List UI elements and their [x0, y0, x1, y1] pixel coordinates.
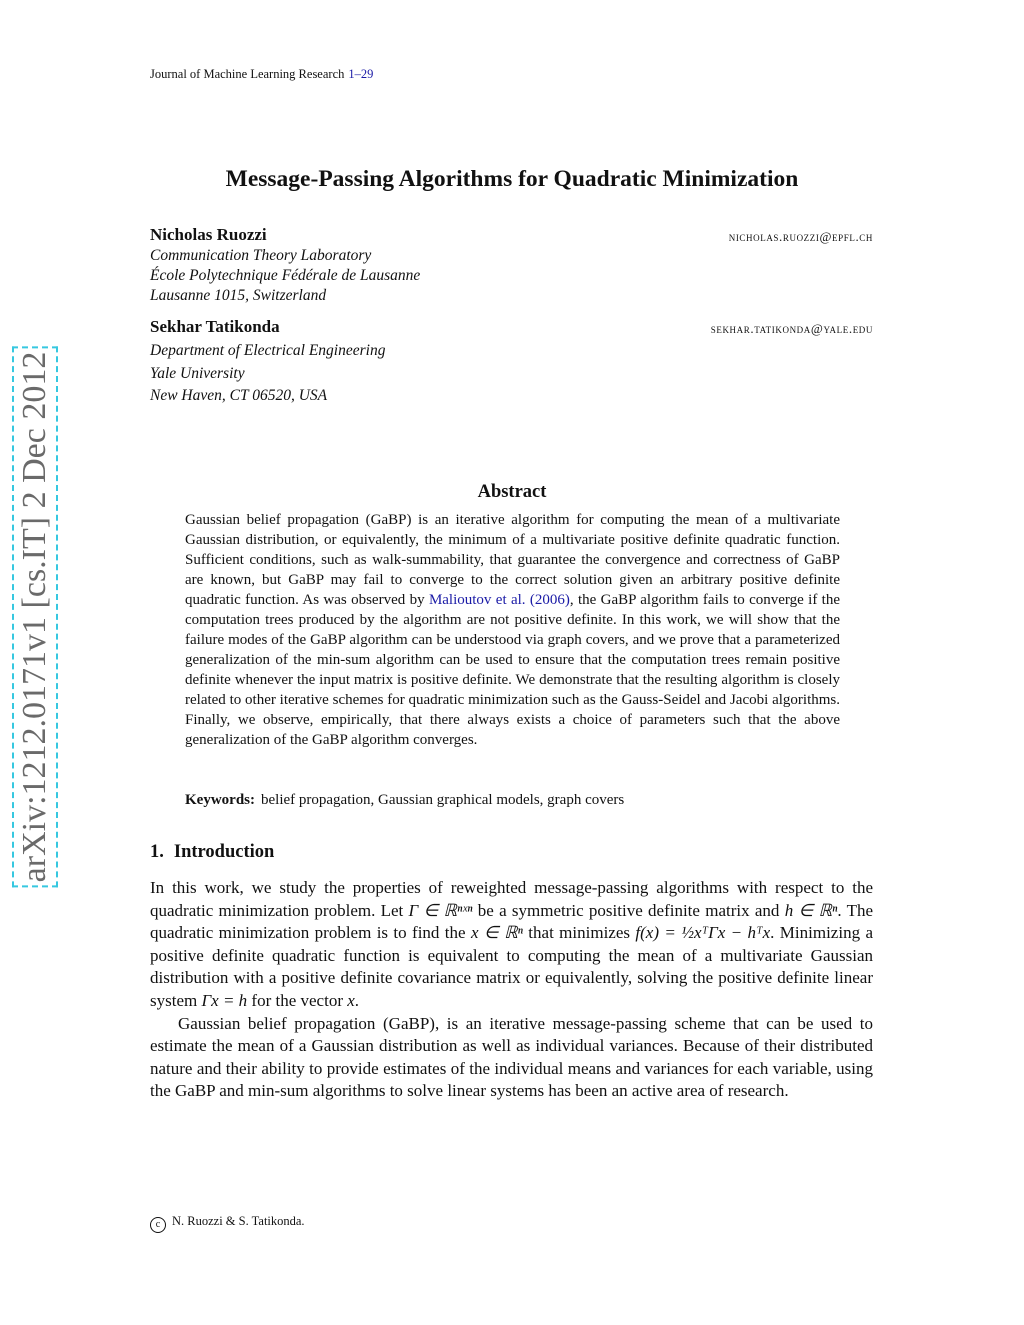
- copyright-footer: [150, 1214, 305, 1233]
- journal-header: [150, 67, 373, 82]
- abstract-text-2: , the GaBP algorithm fails to converge if the computation trees produced by the algorithm are not positive definite. In this work, we will show that the failure modes of the GaBP algorithm can be understood via graph covers, and we prove that a parameterized generalization of the min-sum algorithm can be used to ensure that the computation trees remain positive definite whenever the input matrix is positive definite. We demonstrate that the resulting algorithm is closely related to other iterative schemes for quadratic minimization such as the Gauss-Seidel and Jacobi algorithms. Finally, we observe, empirically, that there always exists a choice of parameters such that the above generalization of the GaBP algorithm converges.: [185, 592, 840, 748]
- keywords: [185, 792, 840, 809]
- section-heading: [150, 842, 274, 863]
- abstract-heading: Abstract: [477, 482, 547, 502]
- section-body: [150, 877, 873, 1103]
- affiliation-line: Communication Theory Laboratory: [150, 247, 372, 264]
- keywords-label: Keywords:: [185, 792, 255, 808]
- abstract-text-1: Gaussian belief propagation (GaBP) is an iterative algorithm for computing the mean of a multivariate Gaussian distribution, or equivalently, the minimum of a multivariate positive definite quadratic function. Sufficient conditions, such as walk-summability, that guarantee the convergence and correctness of GaBP are known, but GaBP may fail to converge to the correct solution given an arbitrary positive definite quadratic function. As was observed by: [185, 512, 840, 608]
- abstract-body: [185, 510, 840, 750]
- author-email-1[interactable]: nicholas.ruozzi@epfl.ch: [728, 229, 873, 244]
- arxiv-stamp-text[interactable]: arXiv:1212.0171v1 [cs.IT] 2 Dec 2012: [12, 347, 58, 888]
- author-name-1: Nicholas Ruozzi: [150, 225, 267, 244]
- author-affiliation-2: [150, 340, 385, 408]
- copyright-text: N. Ruozzi & S. Tatikonda.: [172, 1214, 305, 1228]
- affiliation-line: Yale University: [150, 364, 245, 382]
- keywords-list: belief propagation, Gaussian graphical models, graph covers: [261, 792, 625, 808]
- author-email-2[interactable]: sekhar.tatikonda@yale.edu: [710, 321, 873, 336]
- author-affiliation-1: [150, 246, 420, 306]
- journal-name: Journal of Machine Learning Research: [150, 67, 345, 81]
- affiliation-line: École Polytechnique Fédérale de Lausanne: [150, 267, 421, 284]
- author-name-2: Sekhar Tatikonda: [150, 317, 280, 336]
- copyright-icon: c: [150, 1217, 166, 1233]
- section-number: 1.: [150, 842, 164, 862]
- affiliation-line: Lausanne 1015, Switzerland: [150, 287, 327, 304]
- affiliation-line: New Haven, CT 06520, USA: [150, 387, 328, 404]
- citation-link[interactable]: Malioutov et al. (2006): [428, 592, 570, 608]
- journal-pages-link[interactable]: 1–29: [348, 67, 374, 81]
- affiliation-line: Department of Electrical Engineering: [150, 342, 386, 359]
- paper-title: Message-Passing Algorithms for Quadratic Minimization: [225, 166, 799, 192]
- arxiv-stamp: [10, 345, 60, 890]
- paragraph-2: Gaussian belief propagation (GaBP), is an iterative message-passing scheme that can be used to estimate the mean of a Gaussian distribution as well as individual variances. Because of their distributed nature and their ability to provide estimates of the individual means and variances for each variable, using the GaBP and min-sum algorithms to solve linear systems has been an active area of research.: [150, 1013, 873, 1101]
- paragraph-1: In this work, we study the properties of reweighted message-passing algorithms with respect to the quadratic minimization problem. Let Γ ∈ ℝⁿˣⁿ be a symmetric positive definite matrix and h ∈ ℝⁿ. The quadratic minimization problem is to find the x ∈ ℝⁿ that minimizes f(x) = ½xᵀΓx − hᵀx. Minimizing a positive definite quadratic function is equivalent to computing the mean of a multivariate Gaussian distribution with a positive definite covariance matrix or equivalently, solving the positive definite linear system Γx = h for the vector x.: [150, 878, 873, 1010]
- section-title: Introduction: [173, 842, 275, 862]
